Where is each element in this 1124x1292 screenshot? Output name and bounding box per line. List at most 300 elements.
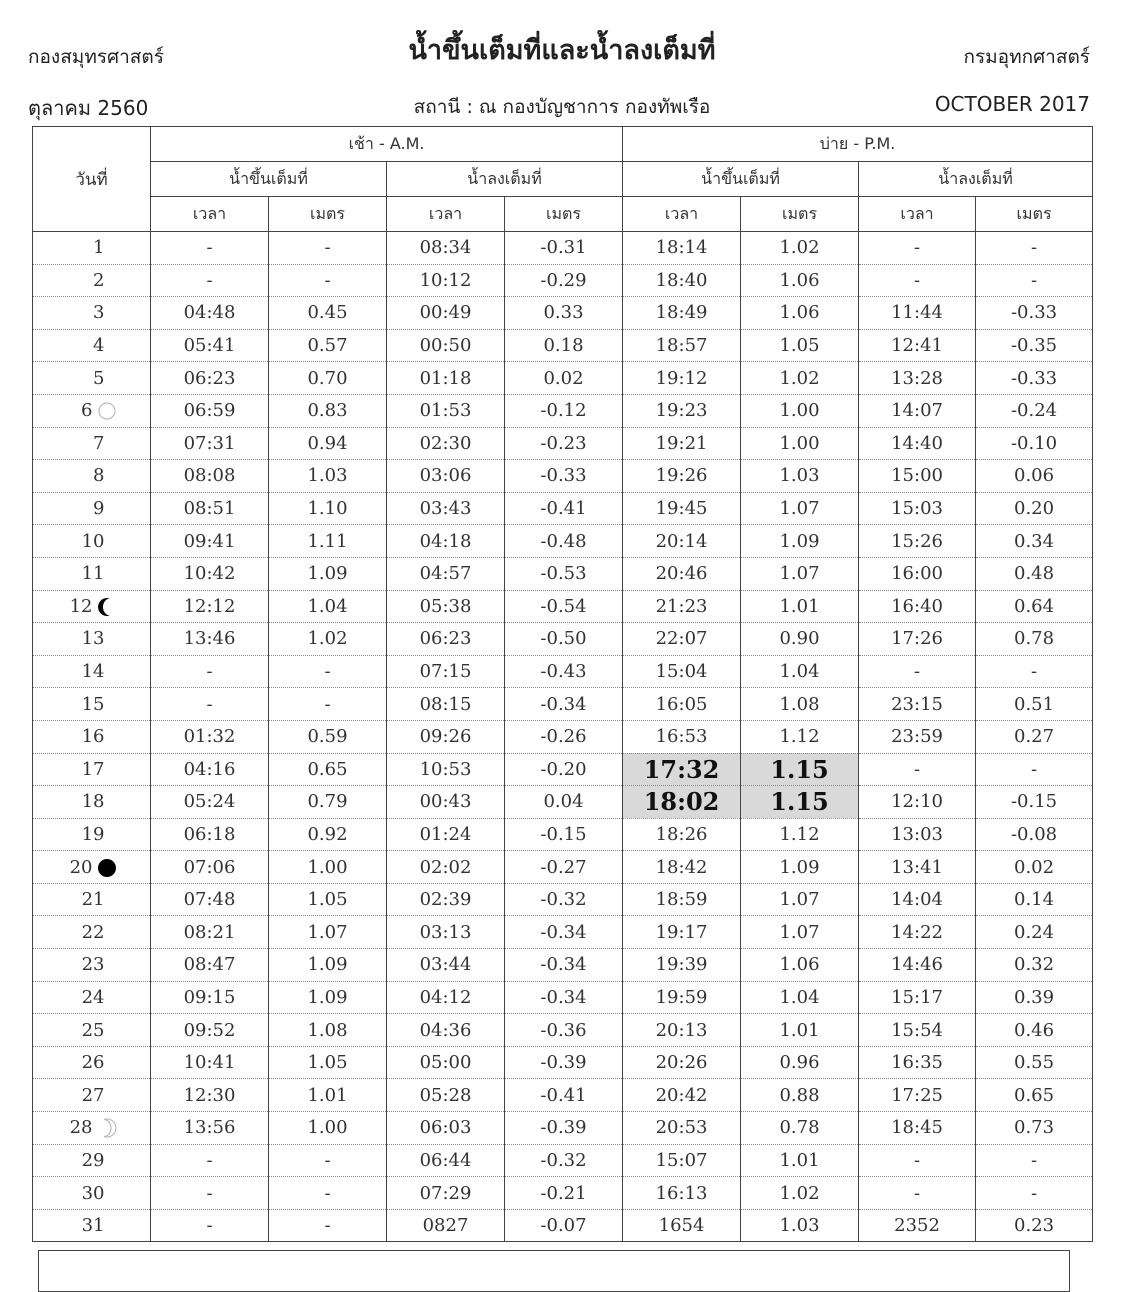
department-name: กองสมุทรศาสตร์ <box>28 46 164 68</box>
table-row <box>33 655 1093 688</box>
pm-low-time-cell: 14:22 <box>859 916 976 949</box>
am-low-time-cell: 01:53 <box>387 394 505 427</box>
day-cell <box>33 1144 151 1177</box>
pm-high-meter-cell: 1.15 <box>741 753 859 786</box>
table-row <box>33 786 1093 819</box>
pm-low-meter-cell: 0.46 <box>976 1014 1093 1047</box>
day-cell <box>33 525 151 558</box>
pm-high-time-cell: 18:42 <box>623 851 741 884</box>
day-cell <box>33 786 151 819</box>
am-low-time-cell: 06:03 <box>387 1112 505 1145</box>
day-cell <box>33 753 151 786</box>
table-row <box>33 623 1093 656</box>
day-number: 3 <box>93 302 105 324</box>
meter-header: เมตร <box>505 197 623 232</box>
am-low-time-cell: 10:53 <box>387 753 505 786</box>
am-low-time-cell: 03:13 <box>387 916 505 949</box>
pm-high-meter-cell: 1.04 <box>741 981 859 1014</box>
pm-low-time-cell: 2352 <box>859 1209 976 1242</box>
pm-low-meter-cell: -0.33 <box>976 362 1093 395</box>
pm-high-meter-cell: 1.05 <box>741 329 859 362</box>
am-low-time-cell: 10:12 <box>387 264 505 297</box>
table-row <box>33 1014 1093 1047</box>
pm-low-time-cell: 16:00 <box>859 557 976 590</box>
pm-low-time-cell: - <box>859 1177 976 1210</box>
am-high-time-cell: - <box>151 264 269 297</box>
pm-high-time-cell: 19:21 <box>623 427 741 460</box>
pm-low-meter-cell: 0.20 <box>976 492 1093 525</box>
am-low-time-cell: 0827 <box>387 1209 505 1242</box>
day-cell <box>33 883 151 916</box>
table-row <box>33 460 1093 493</box>
pm-high-time-cell: 20:42 <box>623 1079 741 1112</box>
day-number: 16 <box>81 726 105 748</box>
am-high-time-cell: 12:12 <box>151 590 269 623</box>
pm-low-meter-cell: -0.35 <box>976 329 1093 362</box>
am-low-time-cell: 04:36 <box>387 1014 505 1047</box>
table-row <box>33 851 1093 884</box>
pm-low-meter-cell: 0.06 <box>976 460 1093 493</box>
day-number: 20 <box>69 856 93 878</box>
pm-low-meter-cell: 0.64 <box>976 590 1093 623</box>
am-high-meter-cell: 0.92 <box>269 818 387 851</box>
am-low-time-cell: 04:57 <box>387 557 505 590</box>
pm-high-time-cell: 18:02 <box>623 786 741 819</box>
meter-header: เมตร <box>269 197 387 232</box>
pm-low-time-cell: 23:15 <box>859 688 976 721</box>
pm-low-time-cell: 17:26 <box>859 623 976 656</box>
pm-high-meter-cell: 1.12 <box>741 818 859 851</box>
day-number: 5 <box>93 367 105 389</box>
day-number: 26 <box>81 1052 105 1074</box>
table-row <box>33 981 1093 1014</box>
pm-high-meter-cell: 1.09 <box>741 851 859 884</box>
pm-low-time-cell: - <box>859 232 976 265</box>
am-low-time-cell: 05:28 <box>387 1079 505 1112</box>
pm-high-time-cell: 18:57 <box>623 329 741 362</box>
full-moon-icon <box>97 401 117 421</box>
day-number: 11 <box>81 563 105 585</box>
pm-low-time-cell: 18:45 <box>859 1112 976 1145</box>
table-row <box>33 883 1093 916</box>
am-low-time-cell: 06:23 <box>387 623 505 656</box>
pm-high-meter-cell: 1.07 <box>741 557 859 590</box>
table-row <box>33 688 1093 721</box>
pm-high-tide-header: น้ำขึ้นเต็มที่ <box>623 162 859 197</box>
am-low-time-cell: 05:00 <box>387 1046 505 1079</box>
pm-low-time-cell: - <box>859 753 976 786</box>
pm-low-time-cell: 15:54 <box>859 1014 976 1047</box>
day-number: 25 <box>81 1019 105 1041</box>
tide-table <box>32 126 1093 1242</box>
pm-low-meter-cell: - <box>976 655 1093 688</box>
am-low-time-cell: 04:18 <box>387 525 505 558</box>
pm-high-time-cell: 19:17 <box>623 916 741 949</box>
am-high-time-cell: 13:56 <box>151 1112 269 1145</box>
pm-high-time-cell: 1654 <box>623 1209 741 1242</box>
pm-high-meter-cell: 1.08 <box>741 688 859 721</box>
day-number: 6 <box>81 400 93 422</box>
day-number: 18 <box>81 791 105 813</box>
table-row <box>33 916 1093 949</box>
english-month-year: OCTOBER 2017 <box>934 92 1090 116</box>
am-low-meter-cell: -0.34 <box>505 916 623 949</box>
pm-high-meter-cell: 0.96 <box>741 1046 859 1079</box>
am-low-meter-cell: -0.32 <box>505 883 623 916</box>
am-high-time-cell: 13:46 <box>151 623 269 656</box>
day-cell <box>33 394 151 427</box>
thai-month-year: ตุลาคม 2560 <box>28 96 149 120</box>
day-number: 17 <box>81 758 105 780</box>
am-high-meter-cell: 0.57 <box>269 329 387 362</box>
am-low-time-cell: 05:38 <box>387 590 505 623</box>
pm-high-time-cell: 17:32 <box>623 753 741 786</box>
pm-header: บ่าย - P.M. <box>623 127 1093 162</box>
station-name: สถานี : ณ กองบัญชาการ กองทัพเรือ <box>413 96 711 118</box>
day-cell <box>33 1014 151 1047</box>
day-number: 30 <box>81 1182 105 1204</box>
pm-low-meter-cell: 0.32 <box>976 949 1093 982</box>
pm-low-time-cell: 15:26 <box>859 525 976 558</box>
pm-low-time-cell: 12:10 <box>859 786 976 819</box>
time-header: เวลา <box>623 197 741 232</box>
pm-low-meter-cell: 0.14 <box>976 883 1093 916</box>
day-cell <box>33 297 151 330</box>
am-high-meter-cell: - <box>269 655 387 688</box>
pm-low-time-cell: 15:00 <box>859 460 976 493</box>
am-high-meter-cell: 1.04 <box>269 590 387 623</box>
am-high-time-cell: 09:41 <box>151 525 269 558</box>
pm-high-time-cell: 20:14 <box>623 525 741 558</box>
day-cell <box>33 1209 151 1242</box>
am-low-time-cell: 03:06 <box>387 460 505 493</box>
day-cell <box>33 688 151 721</box>
pm-low-meter-cell: -0.15 <box>976 786 1093 819</box>
table-row <box>33 329 1093 362</box>
pm-high-meter-cell: 1.01 <box>741 590 859 623</box>
pm-low-time-cell: 23:59 <box>859 720 976 753</box>
day-cell <box>33 362 151 395</box>
am-high-meter-cell: 0.79 <box>269 786 387 819</box>
am-low-meter-cell: -0.41 <box>505 1079 623 1112</box>
pm-low-meter-cell: 0.48 <box>976 557 1093 590</box>
day-cell <box>33 264 151 297</box>
time-header: เวลา <box>387 197 505 232</box>
pm-low-meter-cell: -0.10 <box>976 427 1093 460</box>
day-cell <box>33 1177 151 1210</box>
day-number: 31 <box>81 1215 105 1237</box>
am-high-time-cell: 10:41 <box>151 1046 269 1079</box>
am-low-time-cell: 08:15 <box>387 688 505 721</box>
table-row <box>33 818 1093 851</box>
pm-high-time-cell: 21:23 <box>623 590 741 623</box>
am-high-time-cell: 06:18 <box>151 818 269 851</box>
am-low-time-cell: 03:43 <box>387 492 505 525</box>
pm-low-time-cell: 13:41 <box>859 851 976 884</box>
pm-low-tide-header: น้ำลงเต็มที่ <box>859 162 1093 197</box>
am-high-time-cell: 07:48 <box>151 883 269 916</box>
day-cell <box>33 981 151 1014</box>
am-low-meter-cell: 0.33 <box>505 297 623 330</box>
am-high-meter-cell: - <box>269 1177 387 1210</box>
am-high-meter-cell: 1.00 <box>269 851 387 884</box>
pm-low-meter-cell: 0.34 <box>976 525 1093 558</box>
time-header: เวลา <box>151 197 269 232</box>
day-number: 9 <box>93 498 105 520</box>
time-header: เวลา <box>859 197 976 232</box>
pm-low-meter-cell: -0.24 <box>976 394 1093 427</box>
pm-high-time-cell: 19:12 <box>623 362 741 395</box>
table-row <box>33 1177 1093 1210</box>
pm-high-meter-cell: 1.00 <box>741 394 859 427</box>
am-high-meter-cell: 1.03 <box>269 460 387 493</box>
pm-low-time-cell: 13:28 <box>859 362 976 395</box>
pm-high-meter-cell: 1.09 <box>741 525 859 558</box>
am-low-meter-cell: -0.29 <box>505 264 623 297</box>
pm-low-time-cell: 15:03 <box>859 492 976 525</box>
pm-low-meter-cell: -0.08 <box>976 818 1093 851</box>
table-row <box>33 753 1093 786</box>
am-high-time-cell: - <box>151 232 269 265</box>
am-low-time-cell: 02:39 <box>387 883 505 916</box>
am-high-meter-cell: 1.10 <box>269 492 387 525</box>
am-low-meter-cell: -0.27 <box>505 851 623 884</box>
am-high-meter-cell: 1.05 <box>269 883 387 916</box>
table-row <box>33 394 1093 427</box>
am-high-meter-cell: 1.09 <box>269 557 387 590</box>
am-high-time-cell: 01:32 <box>151 720 269 753</box>
agency-name: กรมอุทกศาสตร์ <box>963 46 1090 68</box>
am-low-time-cell: 00:50 <box>387 329 505 362</box>
pm-high-meter-cell: 1.15 <box>741 786 859 819</box>
am-low-time-cell: 01:18 <box>387 362 505 395</box>
am-low-meter-cell: -0.39 <box>505 1112 623 1145</box>
pm-high-meter-cell: 1.06 <box>741 949 859 982</box>
pm-high-time-cell: 18:49 <box>623 297 741 330</box>
pm-high-time-cell: 16:13 <box>623 1177 741 1210</box>
day-cell <box>33 557 151 590</box>
am-high-meter-cell: 1.08 <box>269 1014 387 1047</box>
pm-high-time-cell: 15:07 <box>623 1144 741 1177</box>
table-row <box>33 590 1093 623</box>
pm-high-meter-cell: 1.00 <box>741 427 859 460</box>
am-high-meter-cell: - <box>269 1144 387 1177</box>
am-high-meter-cell: 0.94 <box>269 427 387 460</box>
pm-low-time-cell: - <box>859 655 976 688</box>
day-cell <box>33 492 151 525</box>
table-row <box>33 1209 1093 1242</box>
table-row <box>33 362 1093 395</box>
am-high-time-cell: - <box>151 655 269 688</box>
day-cell <box>33 916 151 949</box>
day-number: 1 <box>93 237 105 259</box>
pm-low-meter-cell: 0.55 <box>976 1046 1093 1079</box>
am-high-time-cell: 06:23 <box>151 362 269 395</box>
am-low-time-cell: 06:44 <box>387 1144 505 1177</box>
day-number: 23 <box>81 954 105 976</box>
pm-low-meter-cell: 0.24 <box>976 916 1093 949</box>
am-low-time-cell: 00:43 <box>387 786 505 819</box>
day-number: 19 <box>81 823 105 845</box>
am-low-meter-cell: -0.34 <box>505 949 623 982</box>
table-row <box>33 1112 1093 1145</box>
table-row <box>33 557 1093 590</box>
pm-high-meter-cell: 1.02 <box>741 1177 859 1210</box>
day-cell <box>33 329 151 362</box>
pm-low-time-cell: 14:40 <box>859 427 976 460</box>
day-number: 21 <box>81 889 105 911</box>
day-cell <box>33 1046 151 1079</box>
pm-high-meter-cell: 1.02 <box>741 232 859 265</box>
first-quarter-moon-icon <box>97 1118 117 1138</box>
pm-low-time-cell: - <box>859 264 976 297</box>
am-high-time-cell: 10:42 <box>151 557 269 590</box>
am-low-time-cell: 07:15 <box>387 655 505 688</box>
pm-high-meter-cell: 1.01 <box>741 1014 859 1047</box>
day-cell <box>33 590 151 623</box>
day-cell <box>33 1112 151 1145</box>
am-high-meter-cell: 1.05 <box>269 1046 387 1079</box>
pm-low-meter-cell: 0.51 <box>976 688 1093 721</box>
day-cell <box>33 655 151 688</box>
am-high-time-cell: 08:08 <box>151 460 269 493</box>
am-high-meter-cell: - <box>269 1209 387 1242</box>
am-high-time-cell: 05:24 <box>151 786 269 819</box>
pm-high-time-cell: 16:05 <box>623 688 741 721</box>
day-number: 29 <box>81 1149 105 1171</box>
am-low-meter-cell: -0.32 <box>505 1144 623 1177</box>
am-high-time-cell: - <box>151 688 269 721</box>
am-high-meter-cell: 1.00 <box>269 1112 387 1145</box>
pm-high-meter-cell: 1.07 <box>741 492 859 525</box>
pm-high-time-cell: 20:26 <box>623 1046 741 1079</box>
day-number: 22 <box>81 921 105 943</box>
pm-high-meter-cell: 0.90 <box>741 623 859 656</box>
am-low-meter-cell: -0.54 <box>505 590 623 623</box>
am-low-meter-cell: -0.43 <box>505 655 623 688</box>
pm-low-meter-cell: 0.27 <box>976 720 1093 753</box>
am-low-meter-cell: -0.23 <box>505 427 623 460</box>
pm-high-time-cell: 18:14 <box>623 232 741 265</box>
pm-high-time-cell: 19:59 <box>623 981 741 1014</box>
pm-high-time-cell: 19:45 <box>623 492 741 525</box>
day-cell <box>33 818 151 851</box>
am-low-time-cell: 03:44 <box>387 949 505 982</box>
pm-low-meter-cell: 0.02 <box>976 851 1093 884</box>
day-number: 28 <box>69 1117 93 1139</box>
day-cell <box>33 460 151 493</box>
am-low-meter-cell: -0.41 <box>505 492 623 525</box>
am-high-meter-cell: 1.01 <box>269 1079 387 1112</box>
pm-low-time-cell: 14:07 <box>859 394 976 427</box>
pm-high-time-cell: 20:46 <box>623 557 741 590</box>
day-number: 4 <box>93 335 105 357</box>
meter-header: เมตร <box>976 197 1093 232</box>
day-cell <box>33 232 151 265</box>
pm-high-time-cell: 18:59 <box>623 883 741 916</box>
table-row <box>33 427 1093 460</box>
am-low-meter-cell: -0.48 <box>505 525 623 558</box>
am-low-meter-cell: 0.02 <box>505 362 623 395</box>
am-high-meter-cell: 1.09 <box>269 949 387 982</box>
day-cell <box>33 851 151 884</box>
am-high-meter-cell: 0.83 <box>269 394 387 427</box>
pm-high-time-cell: 18:40 <box>623 264 741 297</box>
am-low-time-cell: 00:49 <box>387 297 505 330</box>
am-high-meter-cell: - <box>269 688 387 721</box>
pm-high-time-cell: 19:23 <box>623 394 741 427</box>
am-low-meter-cell: -0.15 <box>505 818 623 851</box>
day-number: 12 <box>69 595 93 617</box>
am-high-meter-cell: 0.45 <box>269 297 387 330</box>
pm-high-meter-cell: 1.07 <box>741 883 859 916</box>
pm-low-meter-cell: 0.65 <box>976 1079 1093 1112</box>
am-low-meter-cell: -0.20 <box>505 753 623 786</box>
am-high-time-cell: 12:30 <box>151 1079 269 1112</box>
am-high-tide-header: น้ำขึ้นเต็มที่ <box>151 162 387 197</box>
day-cell <box>33 720 151 753</box>
pm-low-time-cell: 11:44 <box>859 297 976 330</box>
last-quarter-moon-icon <box>97 597 117 617</box>
am-low-time-cell: 02:02 <box>387 851 505 884</box>
am-high-meter-cell: 0.59 <box>269 720 387 753</box>
am-high-time-cell: 07:31 <box>151 427 269 460</box>
pm-high-meter-cell: 1.01 <box>741 1144 859 1177</box>
am-high-meter-cell: 0.70 <box>269 362 387 395</box>
am-high-meter-cell: - <box>269 232 387 265</box>
am-header: เช้า - A.M. <box>151 127 623 162</box>
day-number: 13 <box>81 628 105 650</box>
pm-high-meter-cell: 1.03 <box>741 1209 859 1242</box>
am-high-meter-cell: - <box>269 264 387 297</box>
pm-low-time-cell: 16:35 <box>859 1046 976 1079</box>
table-row <box>33 720 1093 753</box>
pm-low-meter-cell: 0.39 <box>976 981 1093 1014</box>
am-low-meter-cell: -0.53 <box>505 557 623 590</box>
am-high-time-cell: 09:15 <box>151 981 269 1014</box>
pm-low-meter-cell: -0.33 <box>976 297 1093 330</box>
am-low-meter-cell: -0.31 <box>505 232 623 265</box>
pm-high-meter-cell: 1.07 <box>741 916 859 949</box>
table-row <box>33 232 1093 265</box>
am-high-meter-cell: 1.07 <box>269 916 387 949</box>
day-cell <box>33 427 151 460</box>
am-low-meter-cell: -0.34 <box>505 688 623 721</box>
meter-header: เมตร <box>741 197 859 232</box>
am-high-meter-cell: 1.02 <box>269 623 387 656</box>
am-low-meter-cell: -0.50 <box>505 623 623 656</box>
am-high-time-cell: 04:16 <box>151 753 269 786</box>
pm-low-meter-cell: 0.73 <box>976 1112 1093 1145</box>
pm-high-time-cell: 20:13 <box>623 1014 741 1047</box>
pm-high-time-cell: 22:07 <box>623 623 741 656</box>
am-high-meter-cell: 0.65 <box>269 753 387 786</box>
pm-high-meter-cell: 0.78 <box>741 1112 859 1145</box>
am-low-meter-cell: -0.12 <box>505 394 623 427</box>
am-low-meter-cell: -0.07 <box>505 1209 623 1242</box>
am-low-tide-header: น้ำลงเต็มที่ <box>387 162 623 197</box>
day-number: 15 <box>81 693 105 715</box>
am-high-meter-cell: 1.09 <box>269 981 387 1014</box>
day-column-header: วันที่ <box>33 127 151 232</box>
pm-high-meter-cell: 1.02 <box>741 362 859 395</box>
table-row <box>33 492 1093 525</box>
pm-high-meter-cell: 1.04 <box>741 655 859 688</box>
am-low-meter-cell: 0.04 <box>505 786 623 819</box>
day-number: 2 <box>93 269 105 291</box>
pm-high-meter-cell: 1.03 <box>741 460 859 493</box>
day-cell <box>33 1079 151 1112</box>
